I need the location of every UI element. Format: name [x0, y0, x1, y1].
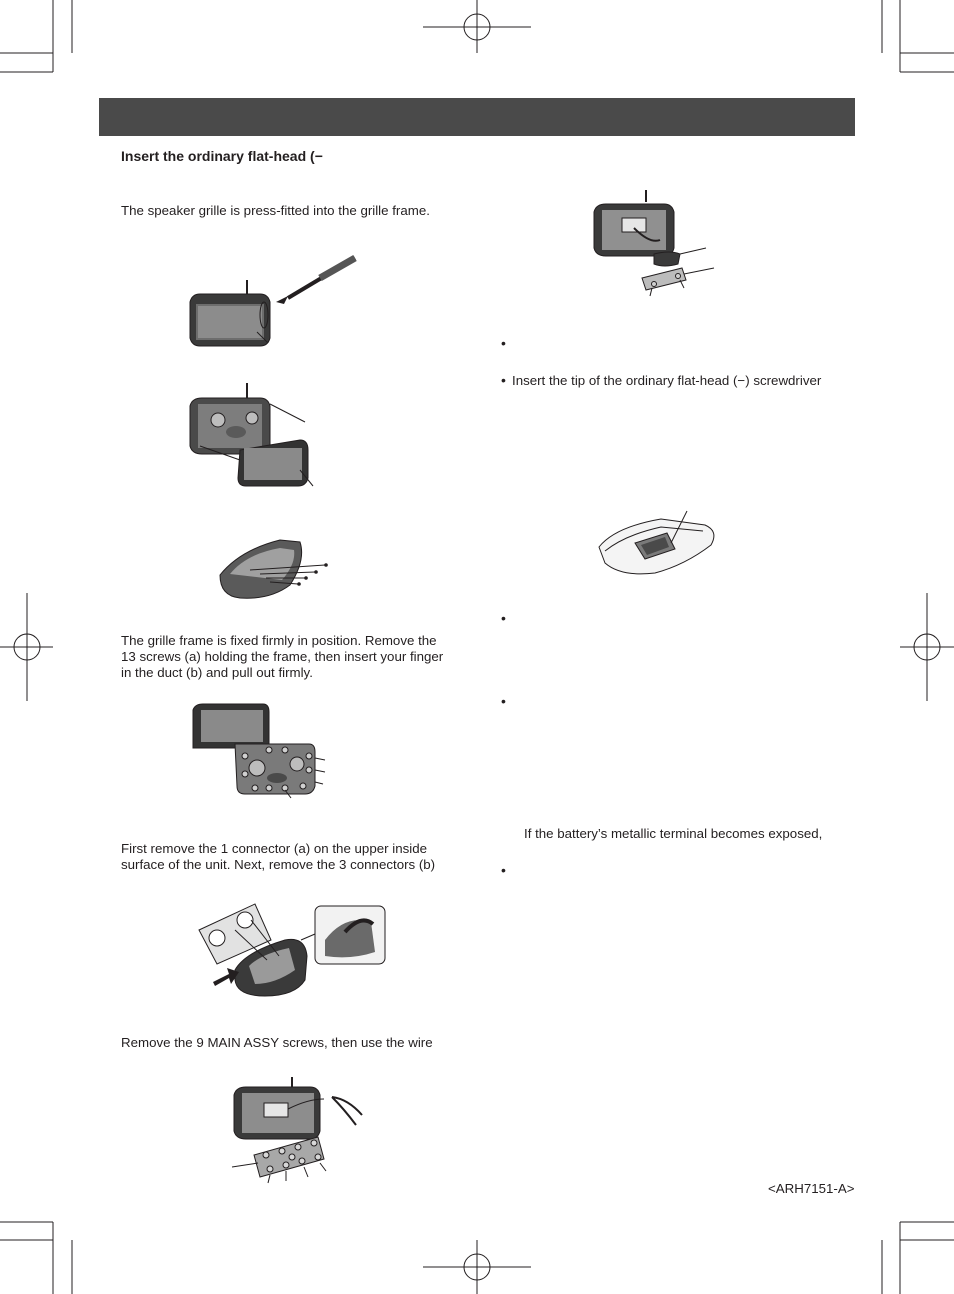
connectors-illustration [195, 900, 390, 1000]
frame-13-screws-illustration [185, 700, 335, 800]
bullet-4: • [501, 693, 506, 709]
frame-note-line1: The grille frame is fixed firmly in position. Remove the [121, 633, 437, 648]
connector-note-line1: First remove the 1 connector (a) on the upper inside [121, 841, 427, 856]
battery-terminal-note: If the battery’s metallic terminal becomes exposed, [524, 826, 823, 841]
battery-holder-illustration [595, 505, 720, 580]
section-heading: Insert the ordinary flat-head (− [121, 148, 323, 164]
battery-removal-illustration [590, 188, 720, 300]
grille-frame-exploded-illustration [180, 380, 330, 490]
section-header-bar [99, 98, 855, 136]
bullet-1: • [501, 335, 506, 351]
frame-note-line3: in the duct (b) and pull out firmly. [121, 665, 313, 680]
connector-note-line2: surface of the unit. Next, remove the 3 connectors (b) [121, 857, 436, 872]
bullet-3: • [501, 610, 506, 626]
main-assy-note: Remove the 9 MAIN ASSY screws, then use the wire [121, 1035, 433, 1050]
screwdriver-note: Insert the tip of the ordinary flat-head (−) screwdriver [512, 373, 822, 388]
grille-removal-illustration [180, 250, 370, 360]
main-assy-screws-illustration [228, 1075, 373, 1187]
grille-note: The speaker grille is press-fitted into the grille frame. [121, 203, 430, 218]
underside-screws-illustration [210, 530, 335, 605]
bullet-2: • [501, 372, 506, 388]
frame-note-line2: 13 screws (a) holding the frame, then insert your finger [121, 649, 444, 664]
bullet-5: • [501, 862, 506, 878]
document-code: <ARH7151-A> [768, 1181, 855, 1196]
